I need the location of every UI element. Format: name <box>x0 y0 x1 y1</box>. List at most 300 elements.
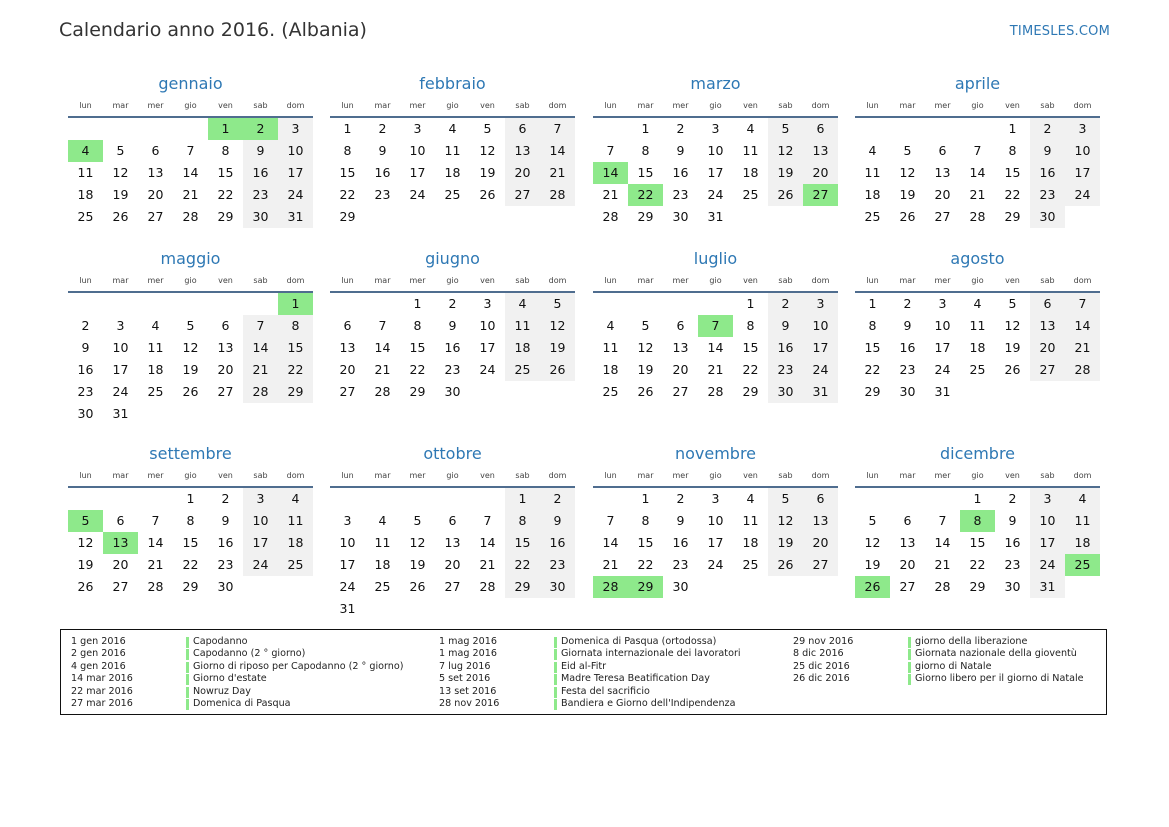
weekday-label: gio <box>709 276 722 285</box>
day-cell: 11 <box>77 165 94 180</box>
day-cell: 31 <box>803 381 838 403</box>
day-cell: 13 <box>1030 315 1065 337</box>
day-cell: 6 <box>903 513 912 528</box>
weekday-label: dom <box>548 276 567 285</box>
day-cell: 19 <box>1004 340 1021 355</box>
day-cell: 28 <box>243 381 278 403</box>
day-cell: 18 <box>602 362 619 377</box>
day-cell: 22 <box>1004 187 1021 202</box>
day-cell: 13 <box>217 340 234 355</box>
day-cell: 23 <box>1004 557 1021 572</box>
day-cell: 7 <box>938 513 947 528</box>
holiday-day: 2 <box>243 118 278 140</box>
holiday-name: Capodanno <box>193 636 248 647</box>
day-cell: 3 <box>711 121 720 136</box>
weekday-label: lun <box>79 471 92 480</box>
holiday-date: 28 nov 2016 <box>439 697 500 709</box>
month-name: febbraio <box>419 74 486 93</box>
day-cell: 7 <box>540 118 575 140</box>
legend-row <box>71 648 403 660</box>
day-cell: 19 <box>77 557 94 572</box>
legend-column <box>71 636 403 710</box>
day-cell: 20 <box>803 162 838 184</box>
day-cell: 27 <box>934 209 951 224</box>
holiday-day: 7 <box>698 315 733 337</box>
day-cell: 19 <box>768 162 803 184</box>
weekday-label: sab <box>515 471 530 480</box>
day-cell: 8 <box>641 143 650 158</box>
day-cell: 29 <box>864 384 881 399</box>
weekday-label: gio <box>184 276 197 285</box>
day-cell: 14 <box>707 340 724 355</box>
day-cell: 3 <box>803 293 838 315</box>
day-grid <box>68 118 313 250</box>
day-cell: 19 <box>540 337 575 359</box>
day-cell: 21 <box>479 557 496 572</box>
day-cell: 5 <box>116 143 125 158</box>
weekday-label: sab <box>253 276 268 285</box>
weekday-label: dom <box>811 471 830 480</box>
day-cell: 17 <box>1065 162 1100 184</box>
weekday-label: sab <box>778 471 793 480</box>
day-cell: 13 <box>147 165 164 180</box>
holiday-day: 4 <box>68 140 103 162</box>
day-cell: 10 <box>339 535 356 550</box>
weekday-label: gio <box>446 471 459 480</box>
day-cell: 28 <box>540 184 575 206</box>
holiday-name: giorno di Natale <box>915 660 992 672</box>
day-cell: 25 <box>602 384 619 399</box>
day-cell: 28 <box>479 579 496 594</box>
day-cell: 31 <box>707 209 724 224</box>
day-cell: 1 <box>505 488 540 510</box>
day-cell: 1 <box>746 296 755 311</box>
day-cell: 3 <box>243 488 278 510</box>
day-cell: 24 <box>707 187 724 202</box>
day-cell: 27 <box>217 384 234 399</box>
day-cell: 9 <box>903 318 912 333</box>
day-cell: 4 <box>606 318 615 333</box>
day-cell: 1 <box>1008 121 1017 136</box>
weekday-label: lun <box>604 276 617 285</box>
day-cell: 4 <box>868 143 877 158</box>
holiday-name: Nowruz Day <box>193 685 251 697</box>
holiday-marker <box>186 637 189 648</box>
day-cell: 27 <box>112 579 129 594</box>
day-cell: 8 <box>505 510 540 532</box>
holiday-name: Giorno libero per il giorno di Natale <box>915 673 1084 685</box>
weekday-label: mer <box>934 471 951 480</box>
weekday-label: sab <box>515 276 530 285</box>
day-cell: 8 <box>343 143 352 158</box>
day-cell: 3 <box>278 118 313 140</box>
day-cell: 6 <box>803 488 838 510</box>
day-cell: 22 <box>182 557 199 572</box>
day-cell: 5 <box>868 513 877 528</box>
day-cell: 16 <box>77 362 94 377</box>
weekday-label: mar <box>899 471 916 480</box>
month-name: gennaio <box>158 74 223 93</box>
day-cell: 9 <box>676 513 685 528</box>
day-cell: 27 <box>1030 359 1065 381</box>
holiday-marker <box>908 674 911 685</box>
day-cell: 31 <box>934 384 951 399</box>
day-cell: 8 <box>641 513 650 528</box>
weekday-label: mer <box>409 276 426 285</box>
day-cell: 29 <box>637 209 654 224</box>
day-cell: 22 <box>637 557 654 572</box>
day-cell: 15 <box>182 535 199 550</box>
day-cell: 22 <box>742 362 759 377</box>
weekday-label: mer <box>147 471 164 480</box>
weekday-header <box>593 468 838 484</box>
weekday-header <box>593 98 838 114</box>
weekday-label: sab <box>1040 471 1055 480</box>
day-cell: 18 <box>77 187 94 202</box>
day-cell: 7 <box>186 143 195 158</box>
legend-row <box>71 686 403 698</box>
day-cell: 5 <box>768 118 803 140</box>
holiday-day: 1 <box>278 293 313 315</box>
day-cell: 29 <box>339 209 356 224</box>
day-cell: 28 <box>147 579 164 594</box>
weekday-label: dom <box>548 471 567 480</box>
day-cell: 16 <box>1004 535 1021 550</box>
day-cell: 21 <box>934 557 951 572</box>
day-cell: 4 <box>278 488 313 510</box>
legend-row <box>439 648 741 660</box>
day-cell: 4 <box>973 296 982 311</box>
weekday-label: ven <box>1005 276 1020 285</box>
month-gennaio <box>68 72 313 250</box>
day-grid <box>855 488 1100 620</box>
day-cell: 17 <box>243 532 278 554</box>
day-cell: 2 <box>1008 491 1017 506</box>
weekday-label: dom <box>286 471 305 480</box>
holiday-marker <box>186 649 189 660</box>
day-cell: 30 <box>77 406 94 421</box>
day-cell: 6 <box>448 513 457 528</box>
weekday-header <box>855 273 1100 289</box>
weekday-label: ven <box>218 276 233 285</box>
holiday-marker <box>554 699 557 710</box>
weekday-label: mar <box>374 471 391 480</box>
day-cell: 21 <box>602 557 619 572</box>
day-cell: 7 <box>606 513 615 528</box>
day-cell: 10 <box>934 318 951 333</box>
legend-row <box>439 661 741 673</box>
day-cell: 5 <box>768 488 803 510</box>
day-cell: 11 <box>969 318 986 333</box>
day-cell: 25 <box>505 359 540 381</box>
weekday-label: lun <box>604 101 617 110</box>
holiday-marker <box>554 674 557 685</box>
day-cell: 22 <box>409 362 426 377</box>
day-cell: 22 <box>864 362 881 377</box>
brand-link[interactable]: TIMESLES.COM <box>1009 24 1110 39</box>
day-cell: 31 <box>339 601 356 616</box>
holiday-marker <box>186 662 189 673</box>
day-cell: 25 <box>278 554 313 576</box>
day-cell: 24 <box>112 384 129 399</box>
day-cell: 3 <box>343 513 352 528</box>
day-cell: 20 <box>672 362 689 377</box>
day-cell: 27 <box>444 579 461 594</box>
day-cell: 29 <box>742 384 759 399</box>
day-cell: 21 <box>969 187 986 202</box>
day-cell: 3 <box>116 318 125 333</box>
day-grid <box>593 488 838 620</box>
weekday-label: dom <box>1073 471 1092 480</box>
day-cell: 2 <box>1030 118 1065 140</box>
weekday-label: mar <box>112 101 129 110</box>
weekday-label: lun <box>866 276 879 285</box>
day-cell: 16 <box>899 340 916 355</box>
weekday-label: lun <box>604 471 617 480</box>
day-cell: 17 <box>339 557 356 572</box>
holiday-day: 25 <box>1065 554 1100 576</box>
month-luglio <box>593 247 838 425</box>
day-cell: 19 <box>637 362 654 377</box>
day-cell: 7 <box>606 143 615 158</box>
weekday-label: mar <box>374 101 391 110</box>
weekday-label: mar <box>637 276 654 285</box>
day-cell: 24 <box>1065 184 1100 206</box>
day-cell: 23 <box>243 184 278 206</box>
day-grid <box>330 488 575 620</box>
day-cell: 8 <box>413 318 422 333</box>
day-cell: 18 <box>969 340 986 355</box>
day-cell: 25 <box>77 209 94 224</box>
day-cell: 28 <box>1065 359 1100 381</box>
weekday-label: dom <box>286 101 305 110</box>
day-cell: 12 <box>864 535 881 550</box>
day-cell: 30 <box>899 384 916 399</box>
day-cell: 2 <box>768 293 803 315</box>
day-cell: 14 <box>1065 315 1100 337</box>
day-cell: 11 <box>742 143 759 158</box>
day-cell: 1 <box>343 121 352 136</box>
day-cell: 21 <box>540 162 575 184</box>
weekday-label: mar <box>899 276 916 285</box>
day-cell: 24 <box>934 362 951 377</box>
day-cell: 4 <box>1065 488 1100 510</box>
day-cell: 1 <box>868 296 877 311</box>
holiday-name: Capodanno (2 ° giorno) <box>193 648 306 660</box>
day-cell: 15 <box>409 340 426 355</box>
day-cell: 21 <box>374 362 391 377</box>
day-cell: 24 <box>278 184 313 206</box>
day-cell: 17 <box>409 165 426 180</box>
day-cell: 27 <box>899 579 916 594</box>
day-grid <box>330 118 575 250</box>
day-cell: 12 <box>899 165 916 180</box>
day-cell: 9 <box>243 140 278 162</box>
holiday-day: 26 <box>855 576 890 598</box>
day-cell: 1 <box>641 121 650 136</box>
day-cell: 20 <box>899 557 916 572</box>
day-cell: 6 <box>1030 293 1065 315</box>
day-cell: 7 <box>378 318 387 333</box>
day-cell: 18 <box>147 362 164 377</box>
holiday-marker <box>186 674 189 685</box>
day-cell: 22 <box>969 557 986 572</box>
weekday-label: ven <box>480 471 495 480</box>
day-cell: 10 <box>707 143 724 158</box>
holiday-name: Giornata nazionale della gioventù <box>915 648 1077 660</box>
day-cell: 23 <box>899 362 916 377</box>
day-cell: 26 <box>112 209 129 224</box>
weekday-label: mer <box>934 276 951 285</box>
weekday-label: gio <box>971 101 984 110</box>
day-cell: 12 <box>182 340 199 355</box>
day-cell: 13 <box>339 340 356 355</box>
day-cell: 6 <box>343 318 352 333</box>
holiday-marker <box>908 662 911 673</box>
holiday-date: 1 mag 2016 <box>439 636 497 647</box>
day-cell: 9 <box>378 143 387 158</box>
day-cell: 21 <box>243 359 278 381</box>
legend-row <box>71 673 403 685</box>
day-cell: 25 <box>374 579 391 594</box>
day-cell: 13 <box>934 165 951 180</box>
day-cell: 20 <box>217 362 234 377</box>
day-cell: 15 <box>339 165 356 180</box>
holiday-date: 7 lug 2016 <box>439 660 491 672</box>
day-cell: 23 <box>672 557 689 572</box>
day-cell: 25 <box>969 362 986 377</box>
day-cell: 14 <box>969 165 986 180</box>
weekday-label: mar <box>637 471 654 480</box>
day-cell: 6 <box>676 318 685 333</box>
day-cell: 12 <box>479 143 496 158</box>
day-cell: 16 <box>768 337 803 359</box>
weekday-label: mer <box>409 101 426 110</box>
day-grid <box>68 293 313 425</box>
day-cell: 15 <box>217 165 234 180</box>
day-cell: 4 <box>151 318 160 333</box>
day-cell: 17 <box>1030 532 1065 554</box>
day-cell: 15 <box>637 165 654 180</box>
day-cell: 1 <box>413 296 422 311</box>
legend-column <box>793 636 1084 686</box>
weekday-label: ven <box>1005 471 1020 480</box>
weekday-label: gio <box>971 471 984 480</box>
day-cell: 29 <box>217 209 234 224</box>
day-cell: 15 <box>505 532 540 554</box>
holiday-date: 2 gen 2016 <box>71 648 126 660</box>
day-cell: 8 <box>278 315 313 337</box>
day-cell: 15 <box>278 337 313 359</box>
day-cell: 28 <box>182 209 199 224</box>
holiday-day: 27 <box>803 184 838 206</box>
day-cell: 3 <box>711 491 720 506</box>
day-cell: 21 <box>182 187 199 202</box>
day-cell: 11 <box>742 513 759 528</box>
day-cell: 28 <box>602 209 619 224</box>
day-cell: 9 <box>676 143 685 158</box>
day-cell: 26 <box>899 209 916 224</box>
day-cell: 9 <box>768 315 803 337</box>
holiday-date: 26 dic 2016 <box>793 673 850 685</box>
day-cell: 22 <box>278 359 313 381</box>
month-name: settembre <box>149 444 232 463</box>
day-cell: 28 <box>969 209 986 224</box>
day-cell: 14 <box>540 140 575 162</box>
day-cell: 10 <box>243 510 278 532</box>
holiday-date: 27 mar 2016 <box>71 697 133 709</box>
day-cell: 12 <box>768 140 803 162</box>
weekday-label: dom <box>1073 276 1092 285</box>
day-cell: 1 <box>973 491 982 506</box>
day-cell: 15 <box>969 535 986 550</box>
day-cell: 20 <box>934 187 951 202</box>
day-cell: 7 <box>1065 293 1100 315</box>
day-cell: 11 <box>864 165 881 180</box>
holiday-day: 5 <box>68 510 103 532</box>
weekday-label: mar <box>374 276 391 285</box>
month-agosto <box>855 247 1100 425</box>
day-grid <box>330 293 575 425</box>
day-cell: 14 <box>147 535 164 550</box>
day-cell: 23 <box>374 187 391 202</box>
day-grid <box>593 293 838 425</box>
day-cell: 7 <box>973 143 982 158</box>
day-cell: 23 <box>1030 184 1065 206</box>
day-cell: 10 <box>278 140 313 162</box>
day-cell: 9 <box>448 318 457 333</box>
holiday-marker <box>908 649 911 660</box>
holiday-marker <box>554 687 557 698</box>
legend-row <box>439 686 741 698</box>
weekday-label: ven <box>218 471 233 480</box>
day-cell: 16 <box>1030 162 1065 184</box>
legend-row <box>793 661 1084 673</box>
holiday-day: 13 <box>103 532 138 554</box>
weekday-label: lun <box>866 471 879 480</box>
day-cell: 11 <box>1065 510 1100 532</box>
day-cell: 7 <box>243 315 278 337</box>
day-cell: 4 <box>746 491 755 506</box>
day-cell: 10 <box>409 143 426 158</box>
day-cell: 20 <box>112 557 129 572</box>
day-cell: 28 <box>374 384 391 399</box>
month-name: agosto <box>950 249 1005 268</box>
weekday-label: mar <box>637 101 654 110</box>
weekday-label: gio <box>184 101 197 110</box>
day-cell: 17 <box>934 340 951 355</box>
day-cell: 23 <box>672 187 689 202</box>
day-cell: 21 <box>707 362 724 377</box>
weekday-label: mer <box>672 276 689 285</box>
day-cell: 12 <box>540 315 575 337</box>
holiday-name: Giorno di riposo per Capodanno (2 ° giorno) <box>193 660 404 672</box>
day-cell: 30 <box>540 576 575 598</box>
day-cell: 30 <box>243 206 278 228</box>
holiday-marker <box>186 687 189 698</box>
day-cell: 19 <box>112 187 129 202</box>
day-cell: 27 <box>505 184 540 206</box>
day-cell: 10 <box>1065 140 1100 162</box>
weekday-label: ven <box>218 101 233 110</box>
day-cell: 13 <box>899 535 916 550</box>
day-cell: 24 <box>339 579 356 594</box>
day-cell: 25 <box>147 384 164 399</box>
weekday-label: mer <box>147 276 164 285</box>
day-cell: 26 <box>1004 362 1021 377</box>
weekday-label: mer <box>147 101 164 110</box>
day-cell: 5 <box>413 513 422 528</box>
